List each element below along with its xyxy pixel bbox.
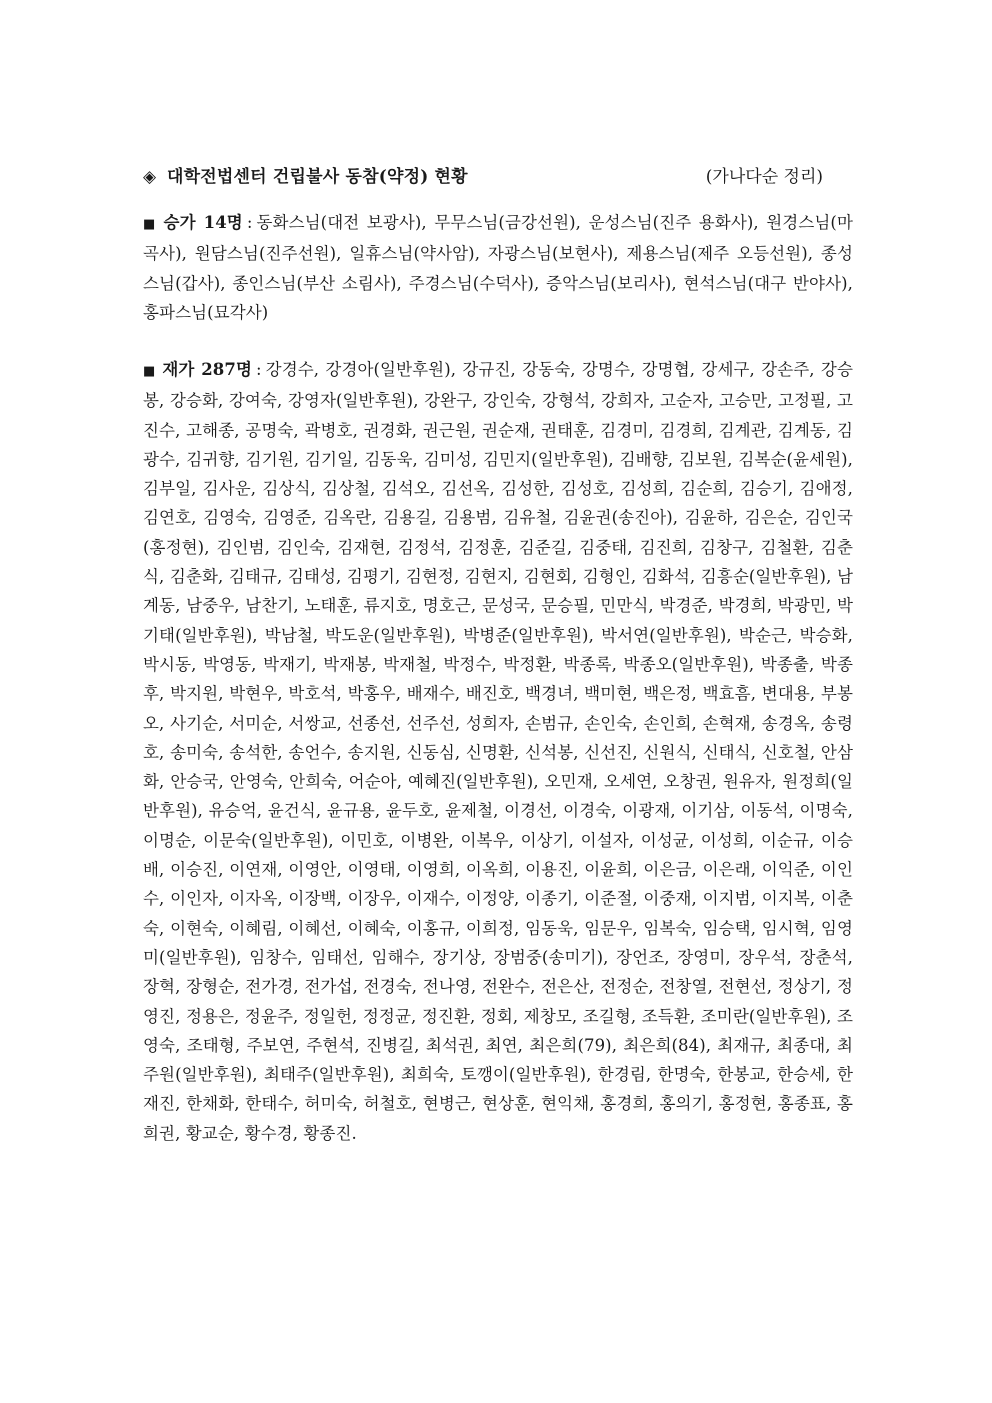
monks-name-list: 동화스님(대전 보광사), 무무스님(금강선원), 운성스님(진주 용화사), 원경스님(마곡사), 원담스님(진주선원), 일휴스님(약사암), 자광스님(보현사), 제용스님(제주 오등선원), 종성스님(갑사), 종인스님(부산 소림사), 주경스님(수덕사), 증악스님(보리사), 현석스님(대구 반야사), 홍파스님(묘각사) xyxy=(143,213,853,322)
label-separator: : xyxy=(255,360,262,379)
label-separator: : xyxy=(246,213,253,232)
laity-name-list: 강경수, 강경아(일반후원), 강규진, 강동숙, 강명수, 강명협, 강세구, 강손주, 강승봉, 강승화, 강여숙, 강영자(일반후원), 강완구, 강인숙, 강형석, 강희자, 고순자, 고승만, 고정필, 고진수, 고해종, 공명숙, 곽병호, 권경화, 권근원, 권순재, 권태훈, 김경미, 김경희, 김계관, 김계동, 김광수, 김귀향, 김기원, 김기일, 김동욱, 김미성, 김민지(일반후원), 김배향, 김보원, 김복순(윤세원), 김부일, 김사운, 김상식, 김상철, 김석오, 김선옥, 김성한, 김성호, 김성희, 김순희, 김승기, 김애정, 김연호, 김영숙, 김영준, 김옥란, 김용길, 김용범, 김유철, 김윤권(송진아), 김윤하, 김은순, 김인국(홍정현), 김인범, 김인숙, 김재현, 김정석, 김정훈, 김준길, 김중태, 김진희, 김창구, 김철환, 김춘식, 김춘화, 김태규, 김태성, 김평기, 김현정, 김현지, 김현회, 김형인, 김화석, 김흥순(일반후원), 남계동, 남중우, 남찬기, 노태훈, 류지호, 명호근, 문성국, 문승필, 민만식, 박경준, 박경희, 박광민, 박기태(일반후원), 박남철, 박도운(일반후원), 박병준(일반후원), 박서연(일반후원), 박순근, 박승화, 박시동, 박영동, 박재기, 박재봉, 박재철, 박정수, 박정환, 박종록, 박종오(일반후원), 박종출, 박종후, 박지원, 박현우, 박호석, 박홍우, 배재수, 배진호, 백경녀, 백미현, 백은정, 백효흠, 변대용, 부봉오, 사기순, 서미순, 서쌍교, 선종선, 선주선, 성희자, 손범규, 손인숙, 손인희, 손혁재, 송경옥, 송령호, 송미숙, 송석한, 송언수, 송지원, 신동심, 신명환, 신석봉, 신선진, 신원식, 신태식, 신호철, 안삼화, 안승국, 안영숙, 안희숙, 어순아, 예혜진(일반후원), 오민재, 오세연, 오창권, 원유자, 원정희(일반후원), 유승억, 윤건식, 윤규용, 윤두호, 윤제철, 이경선, 이경숙, 이광재, 이기삼, 이동석, 이명숙, 이명순, 이문숙(일반후원), 이민호, 이병완, 이복우, 이상기, 이설자, 이성균, 이성희, 이순규, 이승배, 이승진, 이연재, 이영안, 이영태, 이영희, 이옥희, 이용진, 이윤희, 이은금, 이은래, 이익준, 이인수, 이인자, 이자옥, 이장백, 이장우, 이재수, 이정양, 이종기, 이준절, 이중재, 이지범, 이지복, 이춘숙, 이현숙, 이혜림, 이혜선, 이혜숙, 이홍규, 이희정, 임동욱, 임문우, 임복숙, 임승택, 임시혁, 임영미(일반후원), 임창수, 임태선, 임해수, 장기상, 장범중(송미기), 장언조, 장영미, 장우석, 장춘석, 장혁, 장형순, 전가경, 전가섭, 전경숙, 전나영, 전완수, 전은산, 전정순, 전창열, 전현선, 정상기, 정영진, 정용은, 정윤주, 정일헌, 정정균, 정진환, 정회, 제창모, 조길형, 조득환, 조미란(일반후원), 조영숙, 조태형, 주보연, 주현석, 진병길, 최석권, 최연, 최은희(79), 최은희(84), 최재규, 최종대, 최주원(일반후원), 최태주(일반후원), 최희숙, 토깽이(일반후원), 한경림, 한명숙, 한봉교, 한승세, 한재진, 한채화, 한태수, 허미숙, 허철호, 현병근, 현상훈, 현익채, 홍경희, 홍의기, 홍정현, 홍종표, 홍희권, 황교순, 황수경, 황종진. xyxy=(143,360,853,1143)
square-bullet-icon: ■ xyxy=(143,364,157,379)
laity-count-label: 재가 287명 xyxy=(162,360,252,379)
monks-paragraph xyxy=(143,208,853,327)
square-bullet-icon: ■ xyxy=(143,217,158,232)
page-title: 대학전법센터 건립불사 동참(약정) 현황 xyxy=(167,167,468,187)
monks-count-label: 승가 14명 xyxy=(163,213,243,232)
section-heading xyxy=(143,163,853,191)
sort-order-note: (가나다순 정리) xyxy=(705,167,823,187)
diamond-bullet-icon: ◈ xyxy=(143,167,157,187)
laity-paragraph xyxy=(143,355,853,1148)
